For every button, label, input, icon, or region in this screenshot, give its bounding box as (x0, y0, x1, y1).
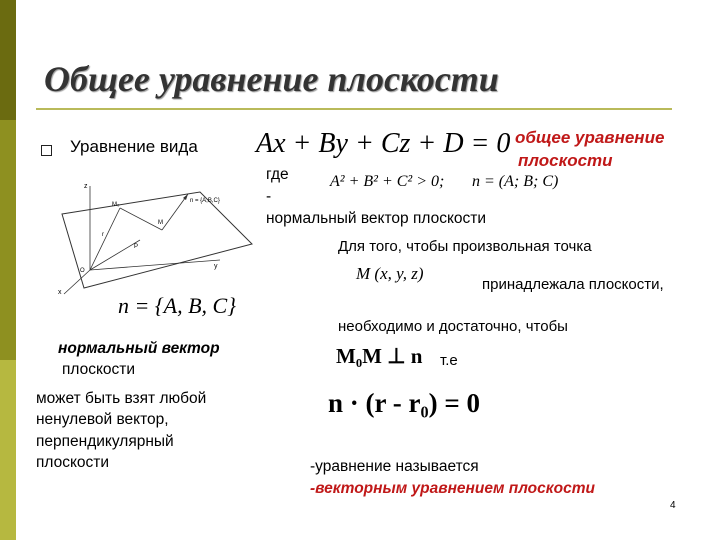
explain-line4: плоскости (36, 454, 110, 471)
sidebar-band-dark (0, 0, 16, 120)
square-bullet-icon (41, 145, 52, 156)
fig-label-p: P (134, 244, 139, 250)
necessary-text: необходимо и достаточно, чтобы (338, 318, 568, 335)
page-title: Общее уравнение плоскости (44, 59, 499, 99)
belongs-text: принадлежала плоскости, (482, 276, 664, 293)
y-axis (90, 260, 220, 270)
explain-line1: может быть взят любой (36, 390, 207, 407)
normal-vector-definition: n = (A; B; C) (472, 173, 559, 190)
point-equation: M (x, y, z) (356, 264, 424, 283)
fig-label-r: r (102, 232, 104, 238)
general-equation-label-line2: плоскости (518, 151, 613, 170)
vector-equation: n · (r - r₀) = 0 (328, 388, 480, 418)
plane-diagram (50, 178, 260, 298)
explain-line2: ненулевой вектор, (36, 411, 169, 428)
normal-vector-line: нормальный вектор плоскости (266, 210, 487, 227)
fig-label-y: y (214, 263, 218, 270)
where-word: где (266, 166, 289, 183)
dash-mark: - (266, 188, 272, 205)
decorative-sidebar (0, 0, 16, 540)
fig-label-x: x (58, 289, 62, 296)
normal-vector-arrow (162, 194, 188, 230)
normal-vector-label-line2: плоскости (62, 361, 136, 378)
normal-set-equation: n = {A, B, C} (118, 293, 236, 318)
perpendicular-equation: M₀M ⊥ n (336, 344, 423, 368)
segment-m0-m (120, 208, 162, 230)
fig-label-m: M (158, 220, 163, 226)
ie-text: т.е (440, 352, 458, 369)
sidebar-band-light (0, 360, 16, 540)
fig-label-m0: M₀ (112, 202, 120, 208)
normal-vector-label-line1: нормальный вектор (58, 340, 220, 357)
explain-line3: перпендикулярный (36, 433, 174, 450)
general-equation-label-line1: общее уравнение (515, 128, 665, 147)
condition-intro: Для того, чтобы произвольная точка (338, 238, 592, 255)
page-number: 4 (670, 500, 676, 511)
bullet-text: Уравнение вида (70, 137, 198, 156)
vector-equation-name: -векторным уравнением плоскости (310, 480, 595, 497)
fig-label-z: z (84, 183, 88, 190)
plane-shape (62, 192, 252, 288)
coefficients-condition: A² + B² + C² > 0; (330, 173, 445, 190)
x-axis (64, 270, 90, 294)
fig-label-n: n = {A,B,C} (190, 198, 220, 204)
sidebar-band-mid (0, 120, 16, 360)
called-text: -уравнение называется (310, 458, 479, 475)
fig-label-o: O (80, 268, 85, 274)
title-underline (36, 108, 672, 110)
general-equation: Ax + By + Cz + D = 0 (256, 128, 511, 159)
